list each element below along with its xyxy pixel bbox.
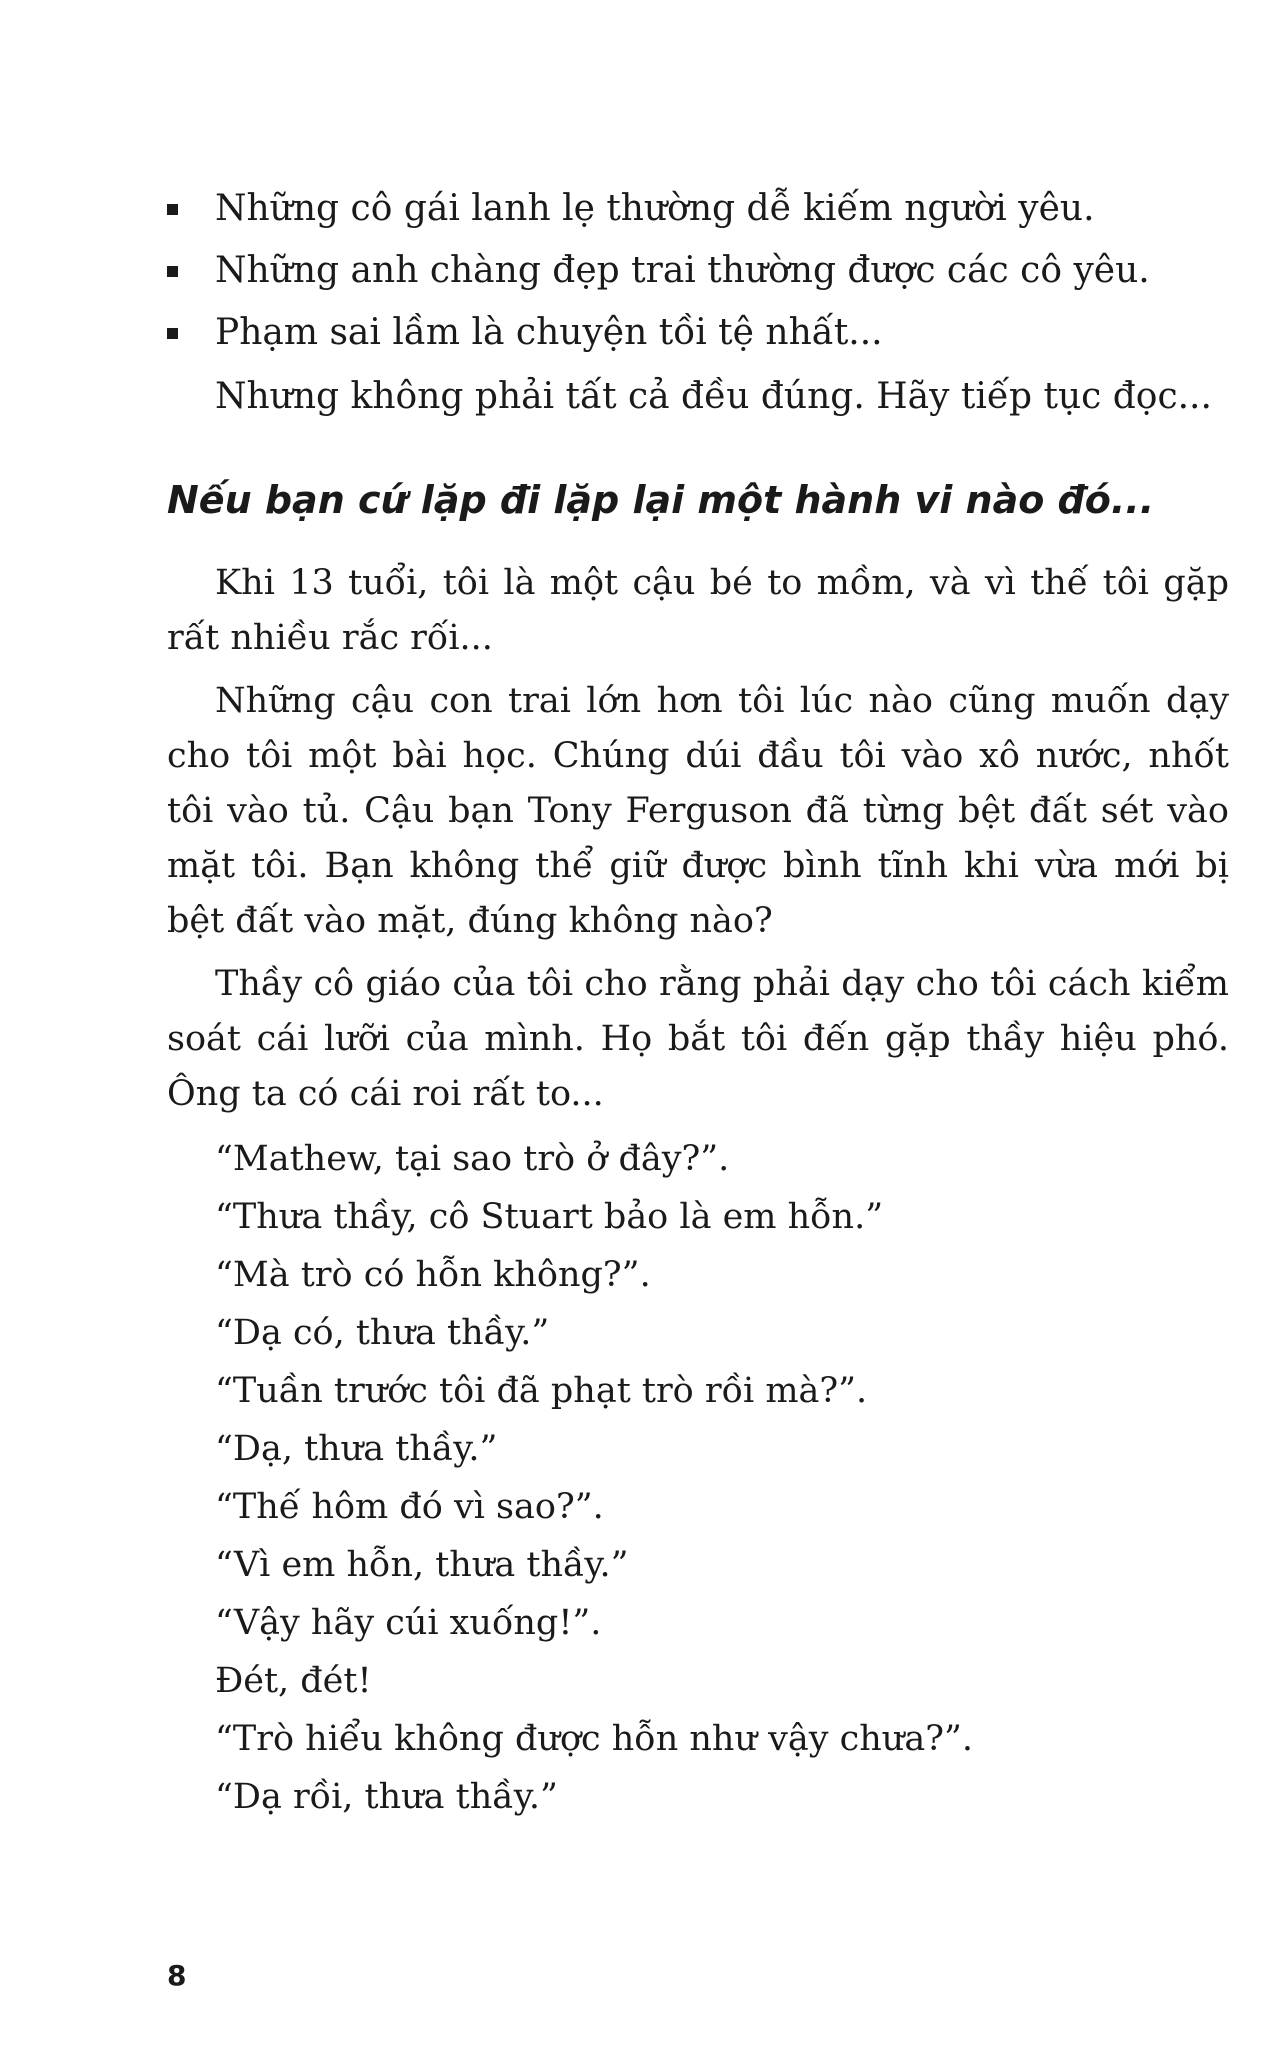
dialogue-line: Đét, đét! [215,1661,372,1701]
square-bullet-icon [167,204,178,215]
dialogue-line: “Vì em hỗn, thưa thầy.” [215,1545,629,1585]
bullet-item [167,302,1247,364]
dialogue-line: “Tuần trước tôi đã phạt trò rồi mà?”. [215,1371,868,1411]
paragraph: Thầy cô giáo của tôi cho rằng phải dạy cho tôi cách kiểm soát cái lưỡi của mình. Họ bắt tôi đến gặp thầy hiệu phó. Ông ta có cái roi rất to... [167,964,1229,1114]
dialogue-line: “Dạ có, thưa thầy.” [215,1313,550,1353]
dialogue-line: “Mathew, tại sao trò ở đây?”. [215,1139,730,1179]
dialogue-line: “Mà trò có hỗn không?”. [215,1255,651,1295]
bullet-text: Những anh chàng đẹp trai thường được các cô yêu. [215,250,1150,291]
bullet-item [167,178,1247,240]
section-heading: Nếu bạn cứ lặp đi lặp lại một hành vi nào đó... [167,478,1155,522]
square-bullet-icon [167,266,178,277]
dialogue-line: “Thưa thầy, cô Stuart bảo là em hỗn.” [215,1197,884,1237]
dialogue-line: “Vậy hãy cúi xuống!”. [215,1603,602,1643]
bullet-item [167,240,1247,302]
bullet-list [167,178,1247,428]
paragraph: Những cậu con trai lớn hơn tôi lúc nào cũng muốn dạy cho tôi một bài học. Chúng dúi đầu tôi vào xô nước, nhốt tôi vào tủ. Cậu bạn Tony Ferguson đã từng bệt đất sét vào mặt tôi. Bạn không thể giữ được bình tĩnh khi vừa mới bị bệt đất vào mặt, đúng không nào? [167,681,1229,941]
bullet-conclusion: Nhưng không phải tất cả đều đúng. Hãy tiếp tục đọc... [215,376,1212,417]
square-bullet-icon [167,328,178,339]
paragraph: Khi 13 tuổi, tôi là một cậu bé to mồm, và vì thế tôi gặp rất nhiều rắc rối... [167,563,1229,658]
bullet-text: Phạm sai lầm là chuyện tồi tệ nhất... [215,312,883,353]
dialogue-line: “Thế hôm đó vì sao?”. [215,1487,604,1527]
dialogue-line: “Trò hiểu không được hỗn như vậy chưa?”. [215,1719,973,1759]
bullet-text: Những cô gái lanh lẹ thường dễ kiếm người yêu. [215,188,1095,229]
page-number: 8 [167,1959,187,1992]
body-text [167,556,1229,1826]
dialogue-line: “Dạ rồi, thưa thầy.” [215,1777,558,1817]
dialogue-line: “Dạ, thưa thầy.” [215,1429,498,1469]
